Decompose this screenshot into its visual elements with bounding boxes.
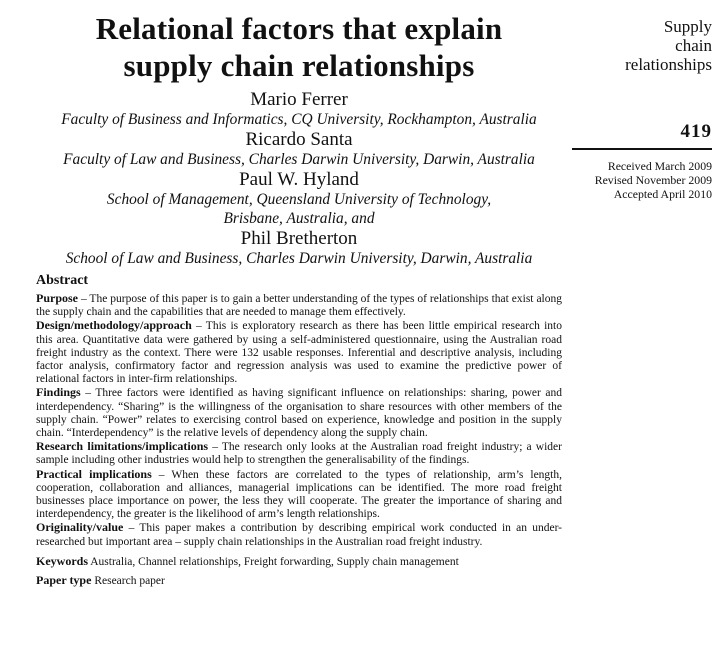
- abstract-limitations: [36, 440, 562, 467]
- abstract-heading: Abstract: [36, 273, 89, 288]
- abstract-design: [36, 319, 562, 386]
- paper-title: [36, 10, 562, 84]
- section-label: Findings: [36, 385, 81, 400]
- abstract-originality: [36, 521, 562, 548]
- section-text: – When these factors are correlated to the types of relationship, arm’s length, cooperation, collaboration and alliances, managerial implications can be identified. The more road freight businesses place importance on power, the less they will cooperate. The greater the importance of sharing and interdependency, the greater is the likelihood of arm’s length relationships.: [36, 468, 562, 521]
- title-line-1: Relational factors that explain: [95, 11, 503, 46]
- journal-running-head: [625, 17, 712, 74]
- accepted-date: Accepted April 2010: [613, 187, 712, 201]
- abstract-findings: [36, 386, 562, 440]
- author-affiliation: Faculty of Business and Informatics, CQ University, Rockhampton, Australia: [61, 111, 537, 128]
- page-number: 419: [680, 121, 712, 142]
- section-text: – This paper makes a contribution by describing empirical work conducted in an under-researched but important area – supply chain relationships in the Australian road freight industry.: [36, 522, 562, 548]
- sidebar-divider: [572, 148, 712, 150]
- paper-type: [36, 573, 562, 589]
- title-line-2: supply chain relationships: [123, 48, 475, 83]
- revised-date: Revised November 2009: [594, 173, 712, 187]
- author-affiliation: School of Management, Queensland University of Technology,: [106, 191, 492, 208]
- keywords: [36, 554, 562, 570]
- author-name: Paul W. Hyland: [239, 169, 359, 190]
- section-label: Research limitations/implications: [36, 439, 209, 454]
- journal-line: Supply: [663, 17, 712, 36]
- author-name: Phil Bretherton: [240, 228, 358, 249]
- author-affiliation: Brisbane, Australia, and: [223, 210, 375, 227]
- submission-dates: [595, 159, 712, 201]
- section-label: Design/methodology/approach: [36, 318, 192, 333]
- section-label: Originality/value: [36, 520, 124, 535]
- author-name: Ricardo Santa: [245, 129, 353, 150]
- author-name: Mario Ferrer: [250, 89, 348, 110]
- author-block: [36, 89, 562, 268]
- paper-type-label: Paper type: [36, 572, 92, 587]
- received-date: Received March 2009: [607, 159, 712, 173]
- section-text: – The research only looks at the Australian road freight industry; a wider sample including other industries would help to strengthen the generalisability of the findings.: [36, 441, 562, 467]
- paper-type-text: Research paper: [91, 574, 165, 587]
- section-label: Purpose: [36, 291, 78, 305]
- section-text: – Three factors were identified as having significant influence on relationships: sharing, power and interdependency. “Sharing” is the willingness of the organisation to share resources with other members of the supply chain. “Power” relates to exercising control based on experience, knowledge and position in the supply chain. “Interdependency” is the relative levels of dependency along the supply chain.: [36, 387, 562, 440]
- abstract-purpose: [36, 292, 562, 319]
- abstract-block: [36, 272, 562, 589]
- journal-line: relationships: [625, 55, 712, 74]
- keywords-text: Australia, Channel relationships, Freight forwarding, Supply chain management: [88, 555, 459, 568]
- abstract-practical: [36, 468, 562, 522]
- journal-line: chain: [675, 36, 712, 55]
- section-label: Practical implications: [36, 466, 152, 481]
- author-affiliation: Faculty of Law and Business, Charles Darwin University, Darwin, Australia: [63, 151, 535, 168]
- author-affiliation: School of Law and Business, Charles Darwin University, Darwin, Australia: [65, 250, 533, 267]
- keywords-label: Keywords: [36, 553, 88, 568]
- section-text: – This is exploratory research as there has been little empirical research into this area. Quantitative data were gathered by using a self-administered questionnaire, using the Australian road freight industry as the context. There were 132 usable responses. Inferential and descriptive analysis, including factor analysis, confirmatory factor and regression analysis was used to examine the predictive power of relational factors in inter-firm relationships.: [36, 320, 562, 386]
- section-text: – The purpose of this paper is to gain a better understanding of the types of relationships that exist along the supply chain and the capabilities that are needed to manage them effectively.: [36, 293, 562, 319]
